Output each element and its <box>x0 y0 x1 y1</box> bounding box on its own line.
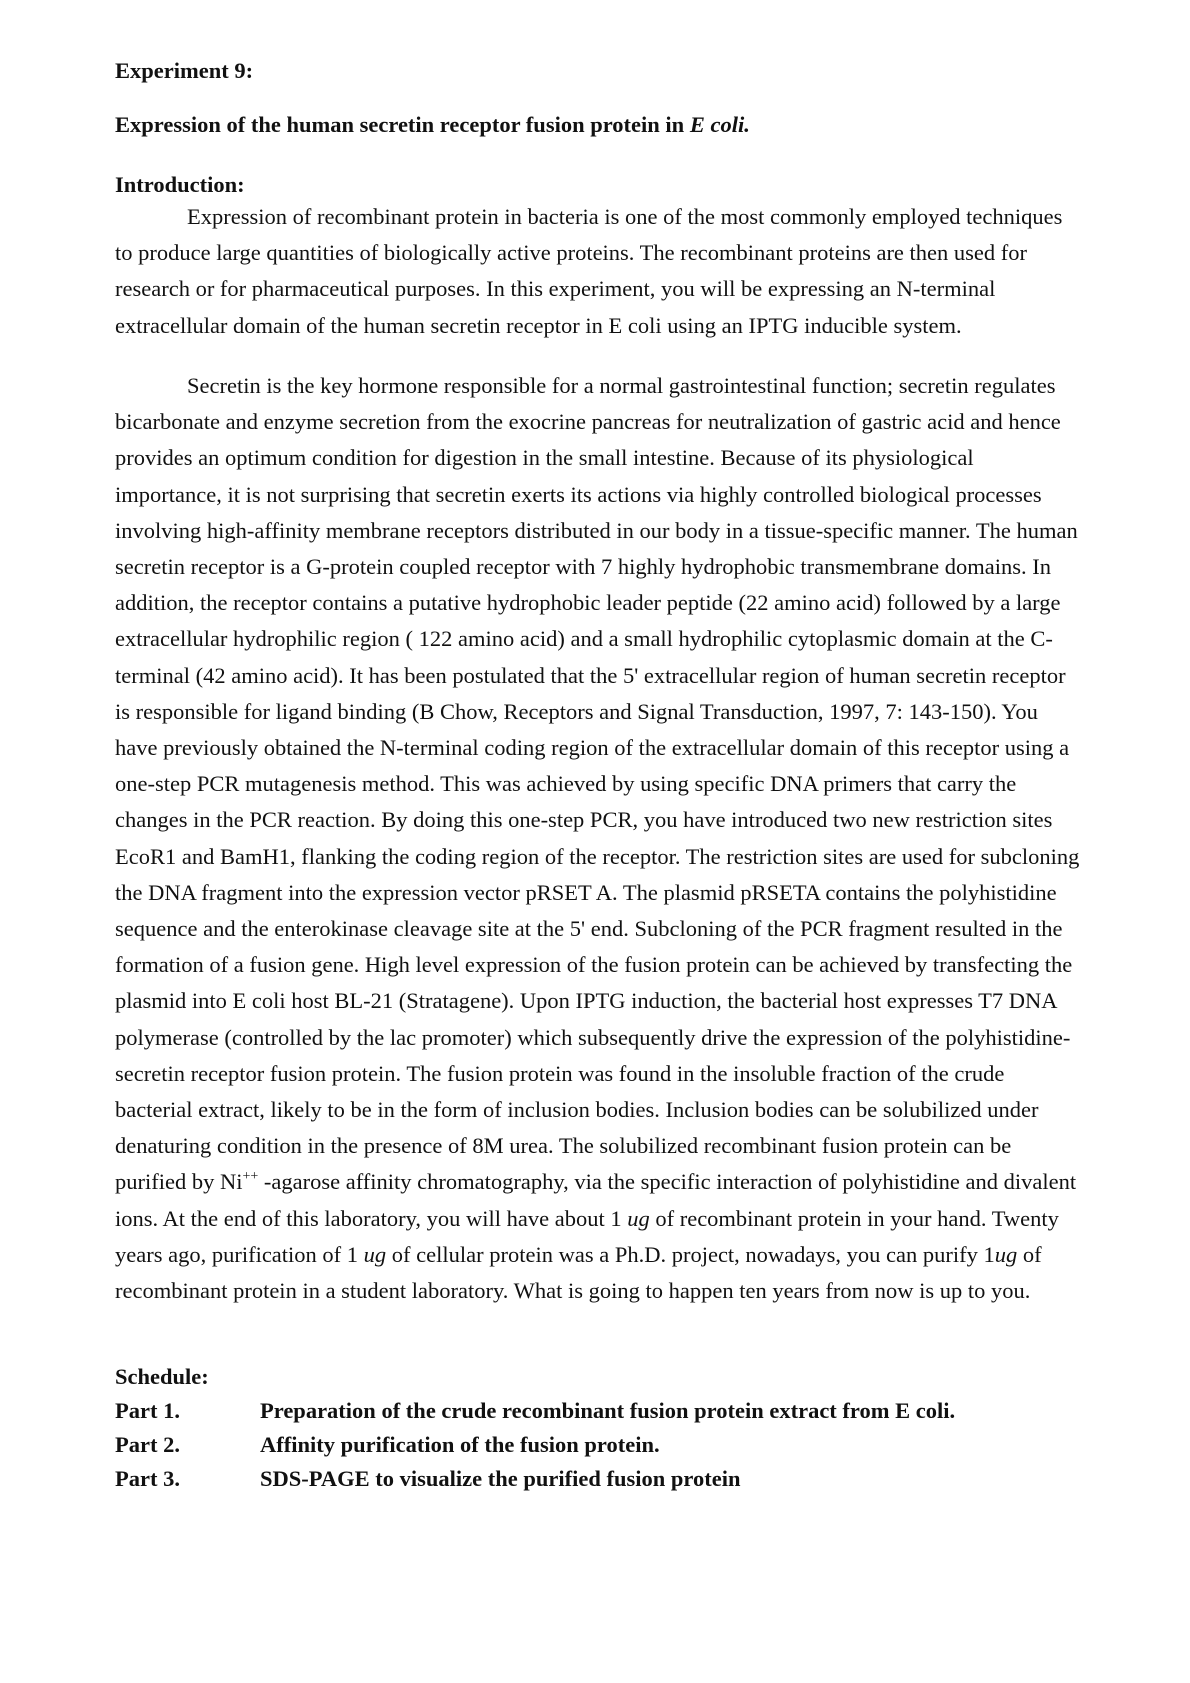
schedule-part-text: SDS-PAGE to visualize the purified fusion protein <box>260 1466 741 1491</box>
unit-ug: ug <box>994 1241 1018 1267</box>
intro-paragraph-1: Expression of recombinant protein in bacteria is one of the most commonly employed techniques to produce large quantities of biologically active proteins. The recombinant proteins are then used for research or for pharmaceutical purposes. In this experiment, you will be expressing an N-terminal extracellular domain of the human secretin receptor in E coli using an IPTG inducible system. <box>115 204 1063 338</box>
intro-paragraph-2: Secretin is the key hormone responsible for a normal gastrointestinal function; secretin regulates bicarbonate and enzyme secretion from the exocrine pancreas for neutralization of gastric acid and hence provides an optimum condition for digestion in the small intestine. Because of its physiological importance, it is not surprising that secretin exerts its actions via highly controlled biological processes involving high-affinity membrane receptors distributed in our body in a tissue-specific manner. The human secretin receptor is a G-protein coupled receptor with 7 highly hydrophobic transmembrane domains. In addition, the receptor contains a putative hydrophobic leader peptide (22 amino acid) followed by a large extracellular hydrophilic region ( 122 amino acid) and a small hydrophilic cytoplasmic domain at the C- terminal (42 amino acid). It has been postulated that the 5' extracellular region of human secretin receptor is responsible for ligand binding (B Chow, Receptors and Signal Transduction, 1997, 7: 143-150). You have previously obtained the N-terminal coding region of the extracellular domain of this receptor using a one-step PCR mutagenesis method. This was achieved by using specific DNA primers that carry the changes in the PCR reaction. By doing this one-step PCR, you have introduced two new restriction sites EcoR1 and BamH1, flanking the coding region of the receptor. The restriction sites are used for subcloning the DNA fragment into the expression vector pRSET A. The plasmid pRSETA contains the polyhistidine sequence and the enterokinase cleavage site at the 5' end. Subcloning of the PCR fragment resulted in the formation of a fusion gene. High level expression of the fusion protein can be achieved by transfecting the plasmid into E coli host BL-21 (Stratagene). Upon IPTG induction, the bacterial host expresses T7 DNA polymerase (controlled by the lac promoter) which subsequently drive the expression of the polyhistidine-secretin receptor fusion protein. The fusion protein was found in the insoluble fraction of the crude bacterial extract, likely to be in the form of inclusion bodies. Inclusion bodies can be solubilized under denaturing condition in the presence of 8M urea. The solubilized recombinant fusion protein can be purified by Ni++ -agarose affinity chromatography, via the specific interaction of polyhistidine and divalent ions. At the end of this laboratory, you will have about 1 ug of recombinant protein in your hand. Twenty years ago, purification of 1 ug of cellular protein was a Ph.D. project, nowadays, you can purify 1ug of recombinant protein in a student laboratory. What is going to happen ten years from now is up to you. <box>115 373 1080 1304</box>
schedule-heading: Schedule: <box>115 1364 209 1389</box>
schedule-part-label: Part 3. <box>115 1466 180 1491</box>
document-title <box>115 112 1085 138</box>
experiment-label: Experiment 9: <box>115 58 254 83</box>
title-organism: E coli. <box>689 112 750 137</box>
schedule-part-text: Affinity purification of the fusion protein. <box>260 1432 660 1457</box>
schedule-part-label: Part 2. <box>115 1432 180 1457</box>
schedule-part-text: Preparation of the crude recombinant fusion protein extract from E coli. <box>260 1398 956 1423</box>
unit-ug: ug <box>363 1241 387 1267</box>
title-main: Expression of the human secretin receptor fusion protein in <box>115 112 690 137</box>
introduction-heading: Introduction: <box>115 172 245 197</box>
ni-superscript: ++ <box>242 1169 259 1185</box>
unit-ug: ug <box>627 1205 650 1231</box>
schedule-part-label: Part 1. <box>115 1398 180 1423</box>
